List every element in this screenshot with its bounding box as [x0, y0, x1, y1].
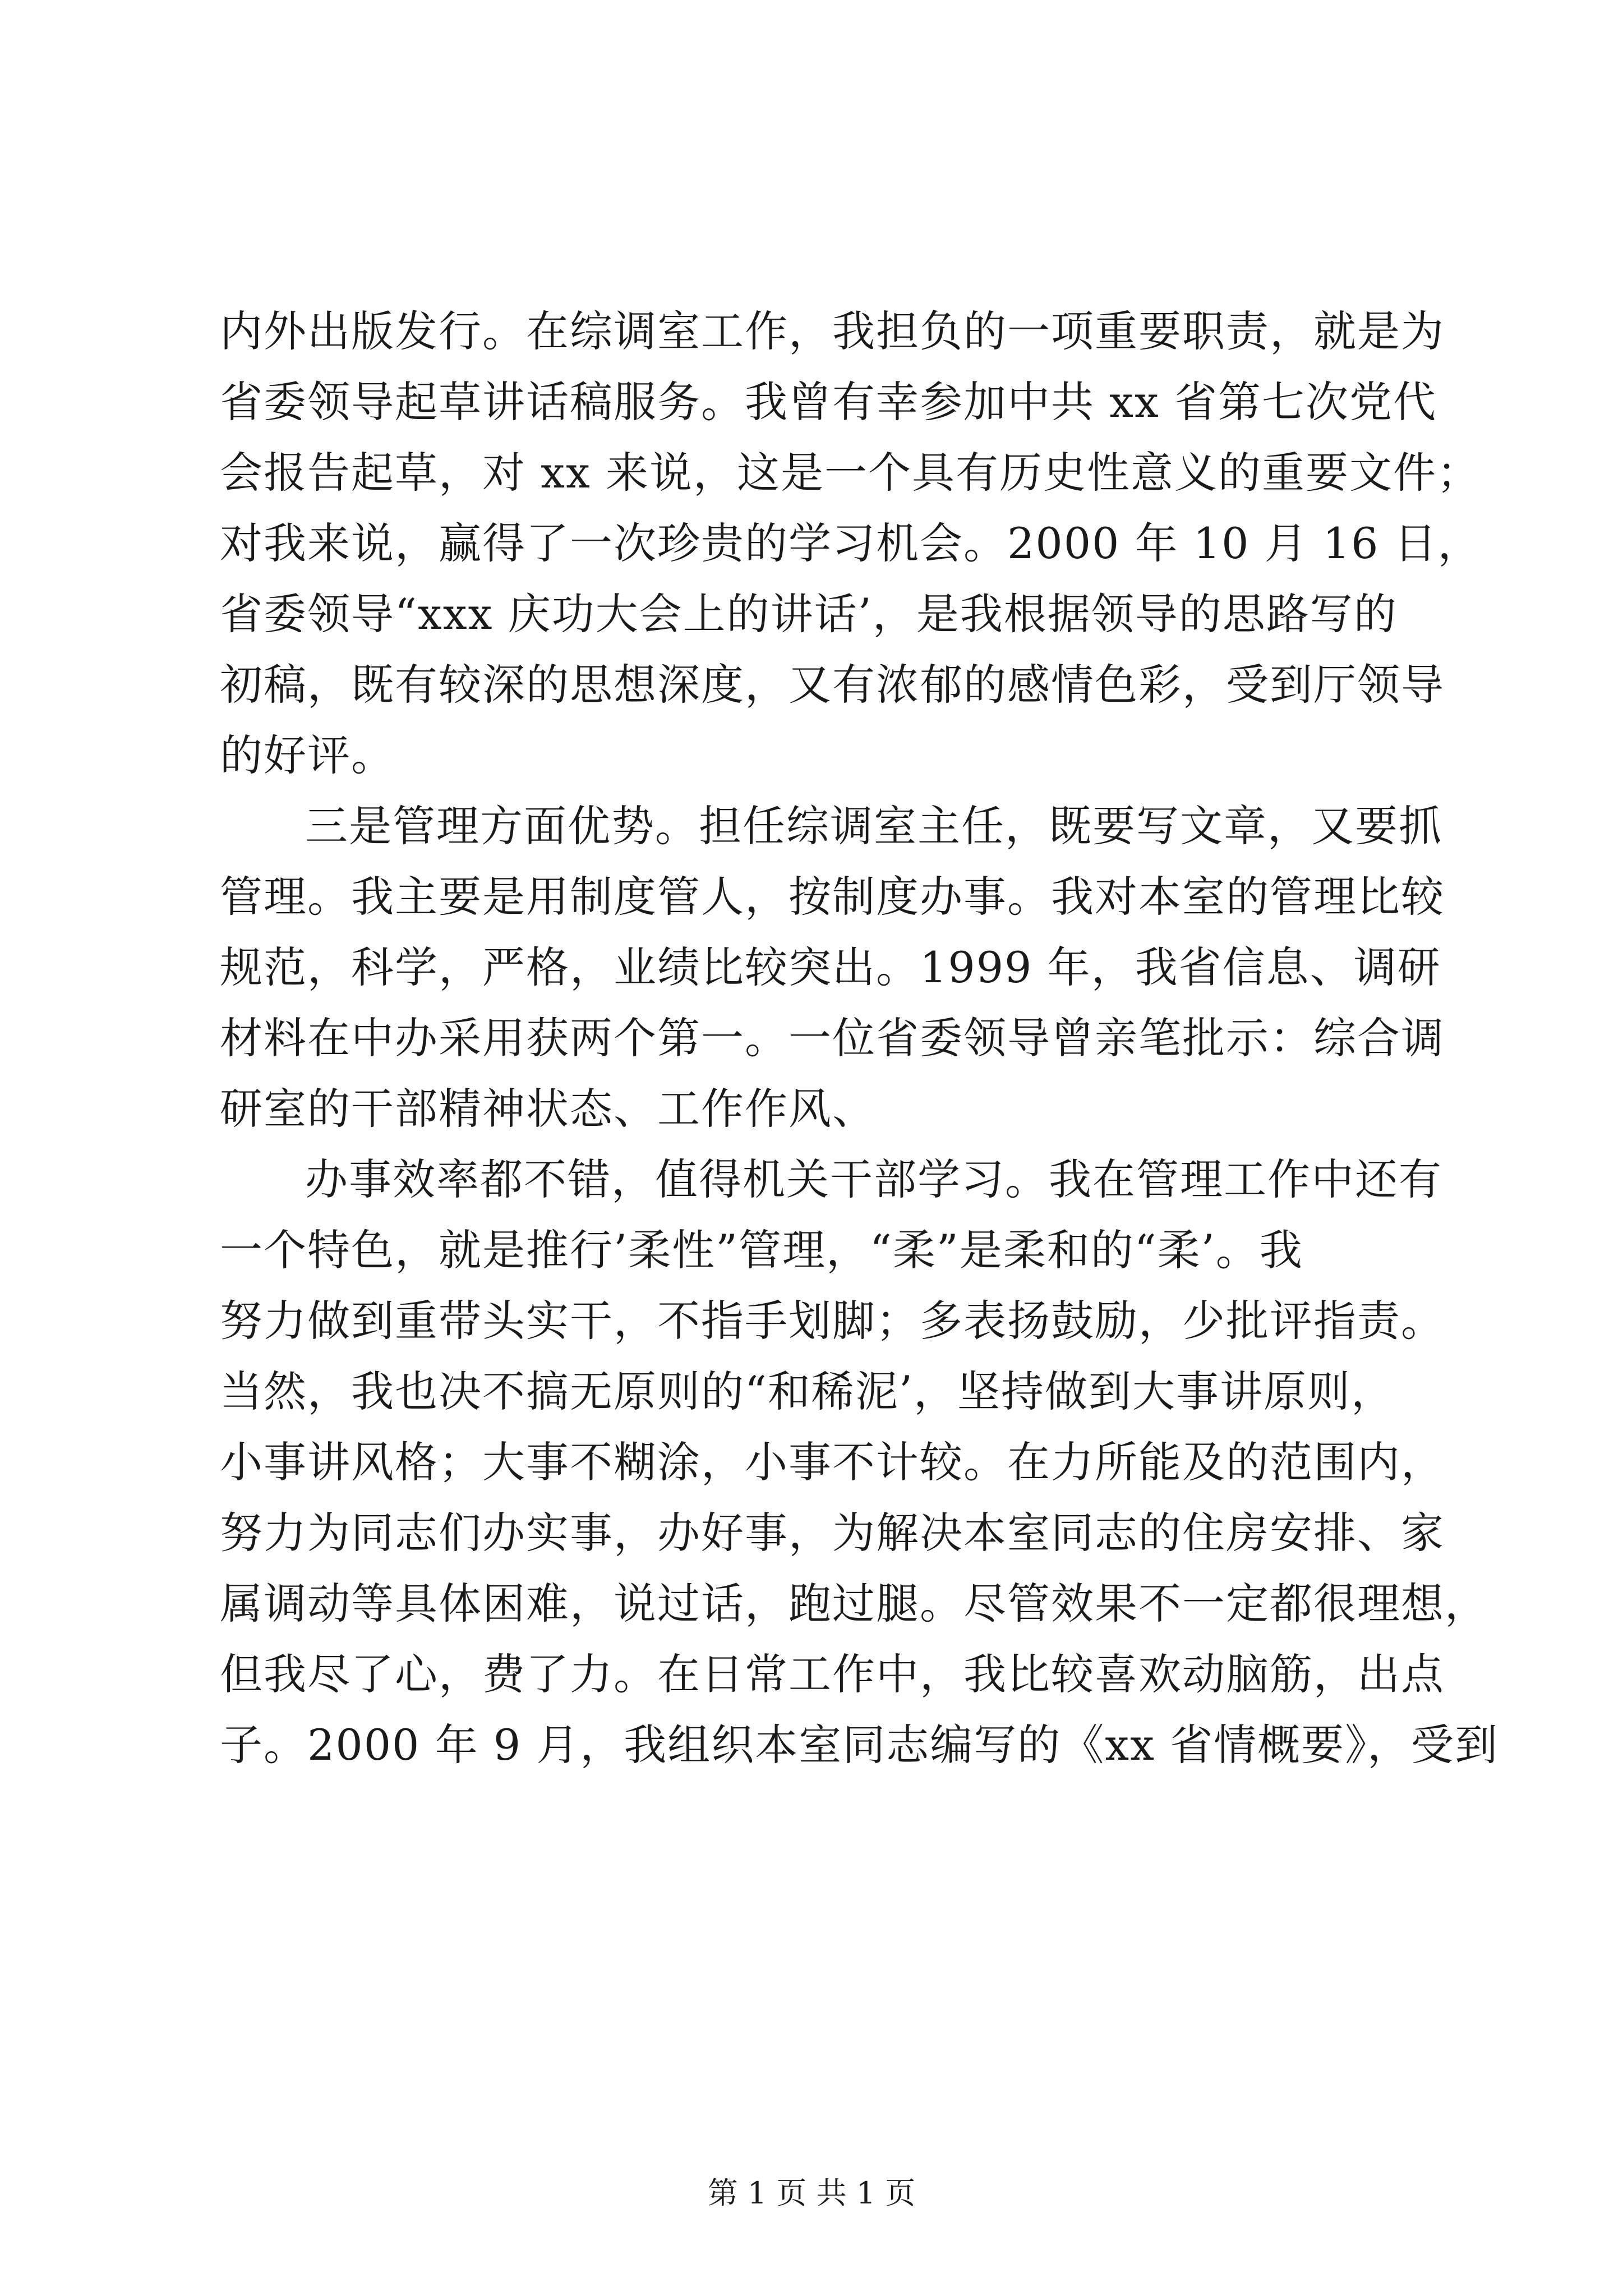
body-line: 一个特色，就是推行’柔性”管理，“柔”是柔和的“柔’。我: [220, 1225, 1303, 1275]
page-number-label: 第 1 页 共 1 页: [707, 2175, 916, 2211]
body-line: 的好评。: [220, 730, 395, 780]
body-line: 但我尽了心，费了力。在日常工作中，我比较喜欢动脑筋，出点: [220, 1649, 1445, 1699]
body-line: 研室的干部精神状态、工作作风、: [220, 1084, 876, 1134]
paragraph-first-line: 三是管理方面优势。担任综调室主任，既要写文章，又要抓: [305, 801, 1442, 851]
body-line: 子。2000 年 9 月，我组织本室同志编写的《xx 省情概要》，受到: [220, 1720, 1499, 1770]
body-line: 努力为同志们办实事，办好事，为解决本室同志的住房安排、家: [220, 1508, 1445, 1558]
body-line: 努力做到重带头实干，不指手划脚；多表扬鼓励，少批评指责。: [220, 1296, 1445, 1346]
body-line: 当然，我也决不搞无原则的“和稀泥’，坚持做到大事讲原则，: [220, 1366, 1395, 1416]
body-line: 省委领导起草讲话稿服务。我曾有幸参加中共 xx 省第七次党代: [220, 377, 1437, 427]
body-line: 会报告起草，对 xx 来说，这是一个具有历史性意义的重要文件；: [220, 448, 1481, 498]
body-line: 小事讲风格；大事不糊涂，小事不计较。在力所能及的范围内，: [220, 1437, 1445, 1487]
page-footer: [0, 2174, 1623, 2213]
paragraph-first-line: 办事效率都不错，值得机关干部学习。我在管理工作中还有: [305, 1154, 1442, 1204]
body-line: 属调动等具体困难，说过话，跑过腿。尽管效果不一定都很理想，: [220, 1579, 1488, 1628]
body-line: 初稿，既有较深的思想深度，又有浓郁的感情色彩，受到厅领导: [220, 660, 1445, 710]
body-line: 省委领导“xxx 庆功大会上的讲话’，是我根据领导的思路写的: [220, 589, 1398, 639]
body-line: 对我来说，赢得了一次珍贵的学习机会。2000 年 10 月 16 日，: [220, 518, 1482, 568]
body-line: 管理。我主要是用制度管人，按制度办事。我对本室的管理比较: [220, 872, 1445, 922]
body-line: 材料在中办采用获两个第一。一位省委领导曾亲笔批示：综合调: [220, 1013, 1445, 1063]
body-line: 内外出版发行。在综调室工作，我担负的一项重要职责，就是为: [220, 306, 1445, 356]
document-body: [220, 296, 1499, 1780]
body-line: 规范，科学，严格，业绩比较突出。1999 年，我省信息、调研: [220, 942, 1441, 992]
